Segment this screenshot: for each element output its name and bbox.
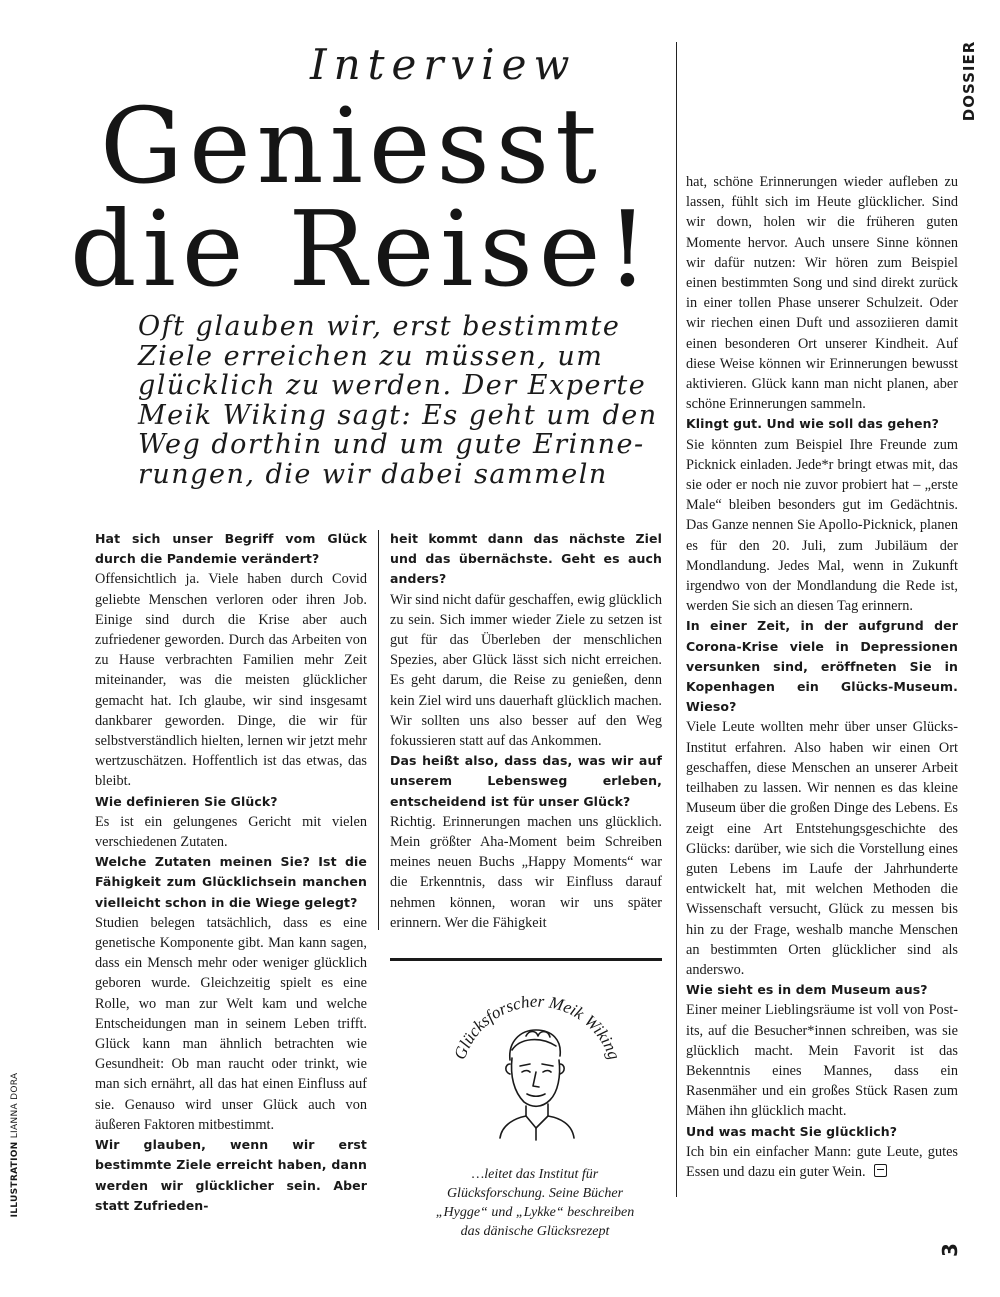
paragraph-text: Welche Zutaten meinen Sie? Ist die Fähigkeit zum Glücklichsein manchen vielleicht schon in die Wiege gelegt? xyxy=(95,854,367,910)
paragraph-text: Klingt gut. Und wie soll das gehen? xyxy=(686,416,939,432)
portrait-arc-text: Glücksforscher Meik Wiking xyxy=(450,991,624,1063)
paragraph-text: Studien belegen tatsächlich, dass es eine genetische Komponente gibt. Man kann sagen, dass ein Mensch mehr oder weniger glücklich geboren wurde. Gleichzeitig spielt es eine Rolle, wo man zur Welt kam und welche Entscheidungen man in seinem Leben trifft. Glück kann man ähnlich betrachten wie Gesundheit: Ob man raucht oder trinkt, wie man sich ernährt, all das hat einen Einfluss auf sie. Genauso wird unser Glück auch von äußeren Faktoren mitbestimmt. xyxy=(95,914,367,1133)
interview-answer xyxy=(686,172,958,414)
section-label-text: DOSSIER xyxy=(960,40,978,122)
lead-line: glücklich zu werden. Der Experte xyxy=(138,370,647,401)
paragraph-text: Sie könnten zum Beispiel Ihre Freunde zum Picknick einladen. Jede*r bringt etwas mit, das sie oder er noch nie zuvor probiert hat – „erste Male“ bleiben besonders gut im Gedächtnis. Das Ganze nennen Sie Apollo-Picknick, planen es für den 20. Juli, zum Jubiläum der Mondlandung. Jedes Mal, wenn in Zukunft irgendwo von der Mondlandung die Rede ist, werden Sie sich an diesen Tag erinnern. xyxy=(686,436,958,615)
paragraph-text: Ich bin ein einfacher Mann: gute Leute, gutes Essen und dazu ein guter Wein. xyxy=(686,1143,958,1180)
interview-answer xyxy=(686,1000,958,1121)
interview-question xyxy=(686,616,958,717)
credit-label: ILLUSTRATION xyxy=(10,1141,20,1218)
portrait-caption: …leitet das Institut für Glücksforschung. Seine Bücher „Hygge“ und „Lykke“ beschreiben das dänische Glücksrezept xyxy=(435,1167,635,1239)
paragraph-text: Viele Leute wollten mehr über unser Glücks-Institut erfahren. Also haben wir einen Ort geschaffen, diese Menschen an unserer Arbeit teilhaben zu lassen. Wir nennen es das kleine Museum über die großen Dinge des Lebens. Es zeigt eine Art Entstehungsgeschichte des Glücks: darüber, wie sich die Vorstellung eines guten Lebens im Laufe der Jahrhunderte entwickelt hat, mit welchen Methoden die Wissenschaft versucht, Glück zu messen bis hin zu der Frage, weshalb manche Menschen an bestimmten Orten glücklicher sind als anderswo. xyxy=(686,719,958,978)
interview-question xyxy=(686,980,958,1000)
lead-paragraph xyxy=(138,312,658,489)
paragraph-text: Und was macht Sie glücklich? xyxy=(686,1123,898,1139)
lead-line: Ziele erreichen zu müssen, um xyxy=(138,340,604,372)
illustration-credit-text xyxy=(10,1073,20,1218)
kicker: Interview xyxy=(310,40,577,89)
headline xyxy=(70,85,655,310)
lead-line: Oft glauben wir, erst bestimmte xyxy=(138,311,621,342)
column-divider xyxy=(676,42,677,1197)
illustration-credit xyxy=(8,1072,22,1218)
interview-question xyxy=(95,852,367,913)
interview-question xyxy=(390,751,662,812)
article-column-1 xyxy=(95,529,367,1216)
box-rule xyxy=(390,958,662,961)
interview-question xyxy=(95,792,367,812)
paragraph-text: Offensichtlich ja. Viele haben durch Covid geliebte Menschen verloren oder ihren Job. Einige sind durch die Krise aber auch zufriedener geworden. Durch das Arbeiten von zu Hause verbrachten Familien mehr Zeit miteinander, was die meisten glücklicher gemacht hat. Ich glaube, wir sind insgesamt dankbarer geworden. Dinge, die wir für selbstverständlich hielten, lernen wir jetzt mehr wertzuschätzen. Hoffentlich ist das etwas, das bleibt. xyxy=(95,571,367,790)
article-column-3 xyxy=(686,172,958,1182)
face-drawing xyxy=(500,1030,574,1140)
paragraph-text: Wie sieht es in dem Museum aus? xyxy=(686,982,928,998)
paragraph-text: heit kommt dann das nächste Ziel und das übernächste. Geht es auch anders? xyxy=(390,531,662,587)
interview-answer xyxy=(95,913,367,1135)
paragraph-text: Richtig. Erinnerungen machen uns glücklich. Mein größter Aha-Moment beim Schreiben meines neuen Buchs „Happy Moments“ war die Erkenntnis, dass wir Einfluss darauf nehmen können, woran wir uns später erinnern. Wer die Fähigkeit xyxy=(390,813,662,931)
interview-answer xyxy=(390,590,662,752)
section-label xyxy=(955,40,983,122)
page-number-text: 3 xyxy=(938,1243,962,1257)
credit-name: LIANNA DORA xyxy=(10,1072,20,1139)
interview-answer xyxy=(95,812,367,852)
headline-line-2: die Reise! xyxy=(70,188,655,310)
paragraph-text: Hat sich unser Begriff vom Glück durch die Pandemie verändert? xyxy=(95,531,367,567)
interview-question xyxy=(95,1135,367,1216)
lead-line: Meik Wiking sagt: Es geht um den xyxy=(138,399,658,431)
paragraph-text: Wir sind nicht dafür geschaffen, ewig glücklich zu sein. Sich immer wieder Ziele zu setzen ist gut für das Überleben der menschlichen Spezies, aber Glück lässt sich nicht erreichen. Es geht darum, die Reise zu genießen, denn kein Ziel wird uns dauerhaft glücklich machen. Wir sollten uns also besser auf den Weg fokussieren statt auf das Ankommen. xyxy=(390,591,662,750)
paragraph-text: Es ist ein gelungenes Gericht mit vielen verschiedenen Zutaten. xyxy=(95,813,367,851)
paragraph-text: In einer Zeit, in der aufgrund der Corona-Krise viele in Depressionen versunken sind, eröffneten Sie in Kopenhagen ein Glücks-Museum. Wieso? xyxy=(686,618,958,715)
headline-line-1: Geniesst xyxy=(100,85,603,207)
interview-question xyxy=(686,414,958,434)
paragraph-text: hat, schöne Erinnerungen wieder aufleben zu lassen, fühlt sich im Heute glücklicher. Sind wir down, holen wir die früheren guten Momente hervor. Auch unsere Sinne können wir dafür nutzen: Wir hören zum Beispiel einen bestimmten Song und sind direkt zurück in einer tollen Phase unserer Schulzeit. Oder wir riechen einen Duft und assoziieren damit einen besonderen Ort unserer Kindheit. Auf diese Weise können wir Erinnerungen bewusst aktivieren. Glück kann man nicht planen, aber schöne Erinnerungen sammeln. xyxy=(686,174,958,413)
article-column-2 xyxy=(390,529,662,933)
interview-answer xyxy=(95,569,367,791)
paragraph-text: Wir glauben, wenn wir erst bestimmte Ziele erreicht haben, dann werden wir glücklicher sein. Aber statt Zufrieden- xyxy=(95,1137,367,1213)
end-mark-icon xyxy=(874,1164,887,1177)
interview-answer xyxy=(686,435,958,617)
page-number xyxy=(940,1240,960,1260)
interview-answer xyxy=(686,717,958,980)
interview-question xyxy=(95,529,367,569)
paragraph-text: Einer meiner Lieblingsräume ist voll von Post-its, auf die Besucher*innen schreiben, was sie glücklich macht. Mein Favorit ist das Bekenntnis eines Mannes, dass ein Rasenmäher und ein großes Stück Rasen zum Mähen ihn glücklich macht. xyxy=(686,1002,958,1120)
lead-line: rungen, die wir dabei sammeln xyxy=(138,458,608,490)
interview-question xyxy=(390,529,662,590)
interview-answer xyxy=(686,1142,958,1182)
paragraph-text: Wie definieren Sie Glück? xyxy=(95,793,278,809)
interview-question xyxy=(686,1122,958,1142)
portrait-illustration xyxy=(440,980,630,1160)
interview-answer xyxy=(390,812,662,933)
column-divider xyxy=(378,530,379,930)
lead-line: Weg dorthin und um gute Erinne- xyxy=(138,429,645,460)
paragraph-text: Das heißt also, dass das, was wir auf unserem Lebensweg erleben, entscheidend ist für unser Glück? xyxy=(390,753,662,809)
